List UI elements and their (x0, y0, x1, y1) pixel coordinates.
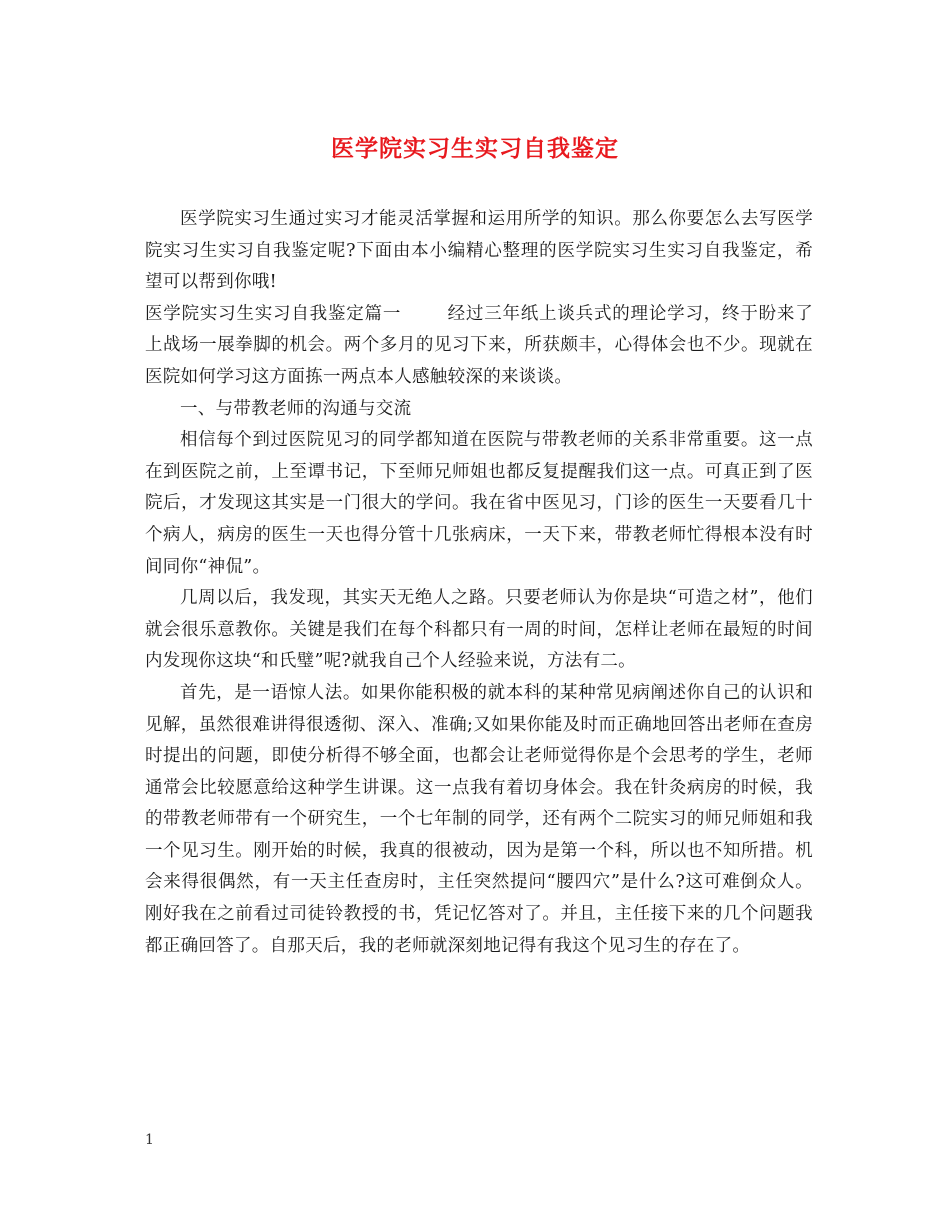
section-paragraph (145, 299, 813, 394)
body-paragraph-1: 相信每个到过医院见习的同学都知道在医院与带教老师的关系非常重要。这一点在到医院之前，上至谭书记，下至师兄师姐也都反复提醒我们这一点。可真正到了医院后，才发现这其实是一门很大的学问。我在省中医见习，门诊的医生一天要看几十个病人，病房的医生一天也得分管十几张病床，一天下来，带教老师忙得根本没有时间同你“神侃”。 (145, 430, 813, 577)
section-text: 经过三年纸上谈兵式的理论学习，终于盼来了上战场一展拳脚的机会。两个多月的见习下来，所获颇丰，心得体会也不少。现就在医院如何学习这方面拣一两点本人感触较深的来谈谈。 (145, 303, 814, 387)
page-number: 1 (145, 1132, 154, 1148)
document-body (145, 204, 813, 962)
body-paragraph-3: 首先，是一语惊人法。如果你能积极的就本科的某种常见病阐述你自己的认识和见解，虽然很难讲得很透彻、深入、准确;又如果你能及时而正确地回答出老师在查房时提出的问题，即使分析得不够全面，也都会让老师觉得你是个会思考的学生，老师通常会比较愿意给这种学生讲课。这一点我有着切身体会。我在针灸病房的时候，我的带教老师带有一个研究生，一个七年制的同学，还有两个二院实习的师兄师姐和我一个见习生。刚开始的时候，我真的很被动，因为是第一个科，所以也不知所措。机会来得很偶然，有一天主任查房时，主任突然提问“腰四穴”是什么?这可难倒众人。刚好我在之前看过司徒铃教授的书，凭记忆答对了。并且，主任接下来的几个问题我都正确回答了。自那天后，我的老师就深刻地记得有我这个见习生的存在了。 (145, 682, 813, 956)
section-heading: 医学院实习生实习自我鉴定篇一 (145, 303, 402, 324)
document-title: 医学院实习生实习自我鉴定 (331, 135, 619, 162)
subheading: 一、与带教老师的沟通与交流 (180, 398, 412, 419)
body-paragraph-2: 几周以后，我发现，其实天无绝人之路。只要老师认为你是块“可造之材”，他们就会很乐意教你。关键是我们在每个科都只有一周的时间，怎样让老师在最短的时间内发现你这块“和氏璧”呢?就我自己个人经验来说，方法有二。 (145, 588, 813, 672)
intro-paragraph: 医学院实习生通过实习才能灵活掌握和运用所学的知识。那么你要怎么去写医学院实习生实习自我鉴定呢?下面由本小编精心整理的医学院实习生实习自我鉴定，希望可以帮到你哦! (145, 209, 813, 293)
